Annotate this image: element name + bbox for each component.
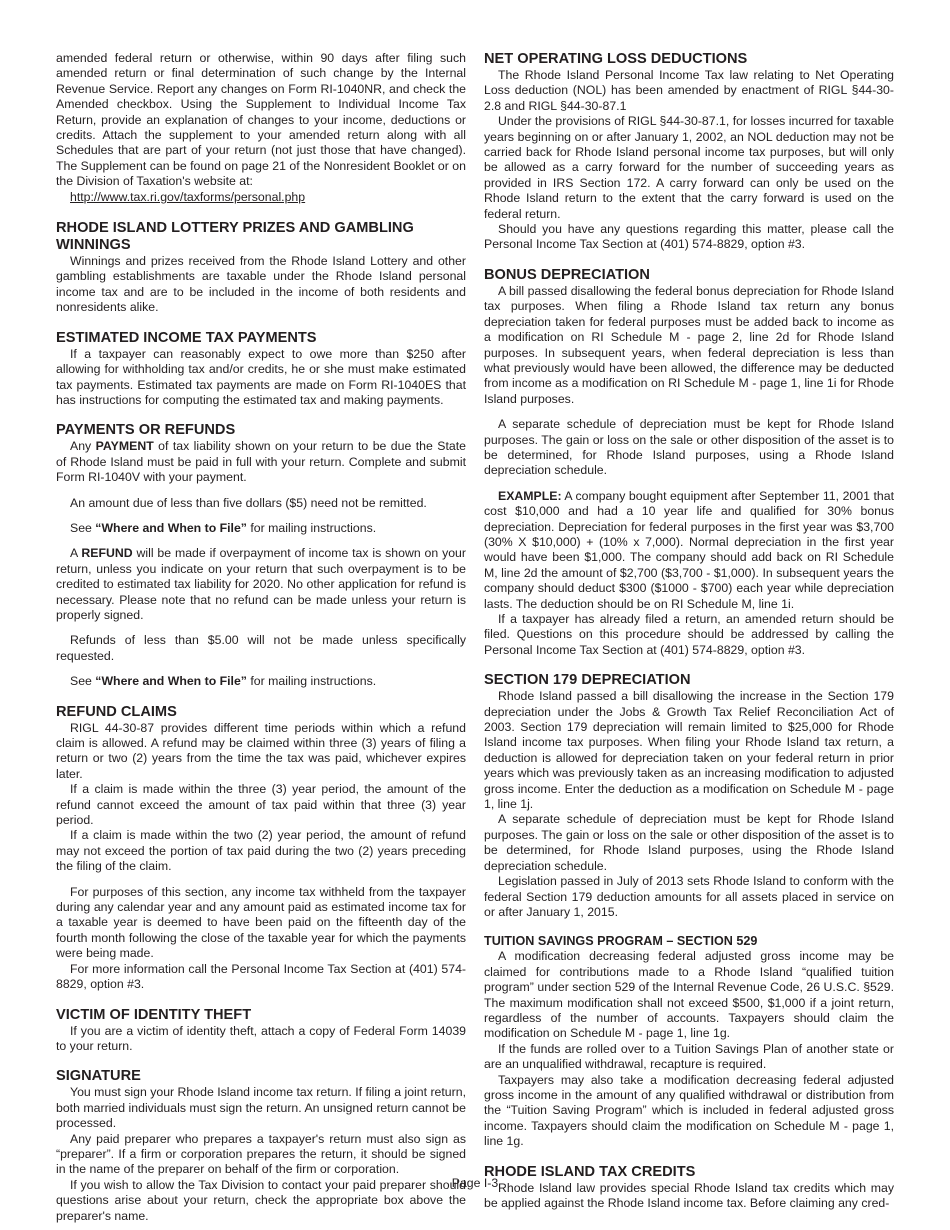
tuition-savings-paragraph-1: A modification decreasing federal adjusted gross income may be claimed for contributions made to a Rhode Island “qualified tuition program” under section 529 of the Internal Revenue Code, 26 U.S.C. §529. The maximum modification shall not exceed $500, $1,000 if a joint return, regardless of the number of accounts. Taxpayers should claim the modification on Schedule M - page 1, line 1g. xyxy=(484,949,894,1041)
refund-claims-paragraph-1: RIGL 44-30-87 provides different time periods within which a refund claim is allowed. A refund may be claimed within three (3) years of filing a return or two (2) years from the time the tax was paid, whichever expires later. xyxy=(56,720,466,781)
refund-claims-heading: REFUND CLAIMS xyxy=(56,703,177,720)
right-column xyxy=(484,51,894,1211)
signature-paragraph-3: If you wish to allow the Tax Division to contact your paid preparer should questions arise about your return, check the appropriate box above the preparer's name. xyxy=(56,1177,466,1223)
section-179-paragraph-2: A separate schedule of depreciation must be kept for Rhode Island purposes. The gain or loss on the sale or other disposition of the asset is to be determined, for Rhode Island purposes, using the Rhode Island depreciation schedule. xyxy=(484,812,894,873)
payments-paragraph-6: See “Where and When to File” for mailing instructions. xyxy=(70,674,377,689)
signature-paragraph-1: You must sign your Rhode Island income tax return. If filing a joint return, both married individuals must sign the return. An unsigned return cannot be processed. xyxy=(56,1085,466,1131)
tuition-savings-paragraph-2: If the funds are rolled over to a Tuition Savings Plan of another state or are an unqualified withdrawal, recapture is required. xyxy=(484,1041,894,1072)
bonus-depreciation-example: EXAMPLE: A company bought equipment after September 11, 2001 that cost $10,000 and had a 10 year life and qualified for 30% bonus depreciation. Depreciation for federal purposes in the first year was $3,700 (30% X $10,000) + (10% x 7,000). Normal depreciation in the first year would have been $1,000. The company should add back on RI Schedule M, line 2d the amount of $2,700 ($3,700 - $1,000). In subsequent years the company should deduct $300 ($1000 - $700) each year while depreciation lasts. The deduction should be on RI Schedule M, line 1i. xyxy=(484,488,894,611)
lottery-paragraph: Winnings and prizes received from the Rhode Island Lottery and other gambling establishments are taxable under the Rhode Island personal income tax and are to be included in the income of both residents and nonresidents alike. xyxy=(56,254,466,315)
payments-paragraph-5: Refunds of less than $5.00 will not be made unless specifically requested. xyxy=(56,633,466,663)
section-179-paragraph-3: Legislation passed in July of 2013 sets Rhode Island to conform with the federal Section 179 deduction amounts for all assets placed in service on or after January 1, 2015. xyxy=(484,874,894,919)
page-number: Page I-3 xyxy=(451,1176,499,1190)
identity-theft-heading: VICTIM OF IDENTITY THEFT xyxy=(56,1006,252,1023)
payments-heading: PAYMENTS OR REFUNDS xyxy=(56,422,236,439)
bonus-depreciation-paragraph-4: If a taxpayer has already filed a return, an amended return should be filed. Questions on this procedure should be addressed by calling the Personal Income Tax Section at (401) 574-8829, option #3. xyxy=(484,612,894,657)
estimated-paragraph: If a taxpayer can reasonably expect to owe more than $250 after allowing for withholding tax and/or credits, he or she must make estimated tax payments. Estimated tax payments are made on Form RI-1040ES that has instructions for computing the estimated tax and making payments. xyxy=(56,346,466,407)
tax-credits-paragraph: Rhode Island law provides special Rhode Island tax credits which may be applied against the Rhode Island income tax. Before claiming any cred- xyxy=(484,1180,894,1210)
bonus-depreciation-paragraph-1: A bill passed disallowing the federal bonus depreciation for Rhode Island tax purposes. When filing a Rhode Island tax return any bonus depreciation taken for federal purposes must be added back to income as a modification on RI Schedule M - page 2, line 2d for Rhode Island purposes. In subsequent years, when federal depreciation is less than what previously would have been allowed, the difference may be deducted from income as a modification on RI Schedule M - page 1, line 1i for Rhode Island purposes. xyxy=(484,283,894,406)
signature-paragraph-2: Any paid preparer who prepares a taxpayer's return must also sign as “preparer”. If a firm or corporation prepares the return, it should be signed in the name of the preparer on behalf of the firm or corporation. xyxy=(56,1131,466,1177)
left-column xyxy=(56,51,466,1224)
taxation-website-link[interactable]: http://www.tax.ri.gov/taxforms/personal.php xyxy=(70,189,306,204)
payments-paragraph-2: An amount due of less than five dollars ($5) need not be remitted. xyxy=(70,495,427,510)
signature-heading: SIGNATURE xyxy=(56,1068,141,1085)
intro-paragraph: amended federal return or otherwise, within 90 days after filing such amended return or final determination of such change by the Internal Revenue Service. Report any changes on Form RI-1040NR, and check the Amended checkbox. Using the Supplement to Individual Income Tax Return, provide an explanation of changes to your income, deductions or credits. Attach the supplement to your amended return along with all Schedules that are part of your return (not just those that have changed). The Supplement can be found on page 21 of the Nonresident Booklet or on the Division of Taxation's website at: xyxy=(56,51,466,189)
nol-paragraph-2: Under the provisions of RIGL §44-30-87.1, for losses incurred for taxable years beginning on or after January 1, 2002, an NOL deduction may not be carried back for Rhode Island personal income tax purposes, but will only be allowed as a carry forward for the number of succeeding years as provided in IRS Section 172. A carry forward can only be used on the Rhode Island return to the extent that the carry forward is used on the federal return. xyxy=(484,114,894,221)
nol-paragraph-1: The Rhode Island Personal Income Tax law relating to Net Operating Loss deduction (NOL) has been amended by enactment of RIGL §44-30-2.8 and RIGL §44-30-87.1 xyxy=(484,68,894,113)
section-179-heading: SECTION 179 DEPRECIATION xyxy=(484,672,691,689)
identity-theft-paragraph: If you are a victim of identity theft, attach a copy of Federal Form 14039 to your return. xyxy=(56,1023,466,1053)
payments-paragraph-3: See “Where and When to File” for mailing instructions. xyxy=(70,520,377,535)
refund-claims-paragraph-5: For more information call the Personal Income Tax Section at (401) 574-8829, option #3. xyxy=(56,961,466,992)
bonus-depreciation-paragraph-2: A separate schedule of depreciation must be kept for Rhode Island purposes. The gain or loss on the sale or other disposition of the asset is to be determined, for Rhode Island purposes, using a Rhode Island depreciation schedule. xyxy=(484,417,894,478)
payments-paragraph-1: Any PAYMENT of tax liability shown on your return to be due the State of Rhode Island must be paid in full with your return. Complete and submit Form RI-1040V with your payment. xyxy=(56,439,466,485)
payments-paragraph-4: A REFUND will be made if overpayment of income tax is shown on your return, unless you indicate on your return that such overpayment is to be credited to estimated tax liability for 2020. No other application for refund is necessary. Please note that no refund can be made unless your return is properly signed. xyxy=(56,546,466,622)
tuition-savings-paragraph-3: Taxpayers may also take a modification decreasing federal adjusted gross income in the amount of any qualified withdrawal or distribution from the “Tuition Saving Program” which is included in federal adjusted gross income. Taxpayers should claim the modification on Schedule M - page 1, line 1g. xyxy=(484,1072,894,1149)
refund-claims-paragraph-3: If a claim is made within the two (2) year period, the amount of refund may not exceed the portion of tax paid during the two (2) years preceding the filing of the claim. xyxy=(56,828,466,874)
tuition-savings-heading: TUITION SAVINGS PROGRAM – SECTION 529 xyxy=(484,934,758,949)
nol-paragraph-3: Should you have any questions regarding this matter, please call the Personal Income Tax Section at (401) 574-8829, option #3. xyxy=(484,222,894,252)
section-179-paragraph-1: Rhode Island passed a bill disallowing the increase in the Section 179 depreciation under the Jobs & Growth Tax Relief Reconciliation Act of 2003. Section 179 depreciation will remain limited to $25,000 for Rhode Island income tax purposes. When filing your Rhode Island tax return, a deduction is allowed for depreciation taken on your federal return in prior years which was previously taken as an increasing modification to adjusted gross income. Enter the deduction as a modification on Schedule M - page 1, line 1j. xyxy=(484,689,894,812)
refund-claims-paragraph-2: If a claim is made within the three (3) year period, the amount of the refund cannot exceed the amount of tax paid within that three (3) year period. xyxy=(56,782,466,828)
tax-credits-heading: RHODE ISLAND TAX CREDITS xyxy=(484,1163,696,1180)
lottery-heading: RHODE ISLAND LOTTERY PRIZES AND GAMBLING WINNINGS xyxy=(56,220,414,254)
nol-heading: NET OPERATING LOSS DEDUCTIONS xyxy=(484,51,748,67)
bonus-depreciation-heading: BONUS DEPRECIATION xyxy=(484,266,650,283)
refund-claims-paragraph-4: For purposes of this section, any income tax withheld from the taxpayer during any calendar year and any amount paid as estimated income tax for a taxable year is deemed to have been paid on the fifteenth day of the fourth month following the close of the taxable year for which the payments were being made. xyxy=(56,884,466,961)
estimated-heading: ESTIMATED INCOME TAX PAYMENTS xyxy=(56,329,317,346)
